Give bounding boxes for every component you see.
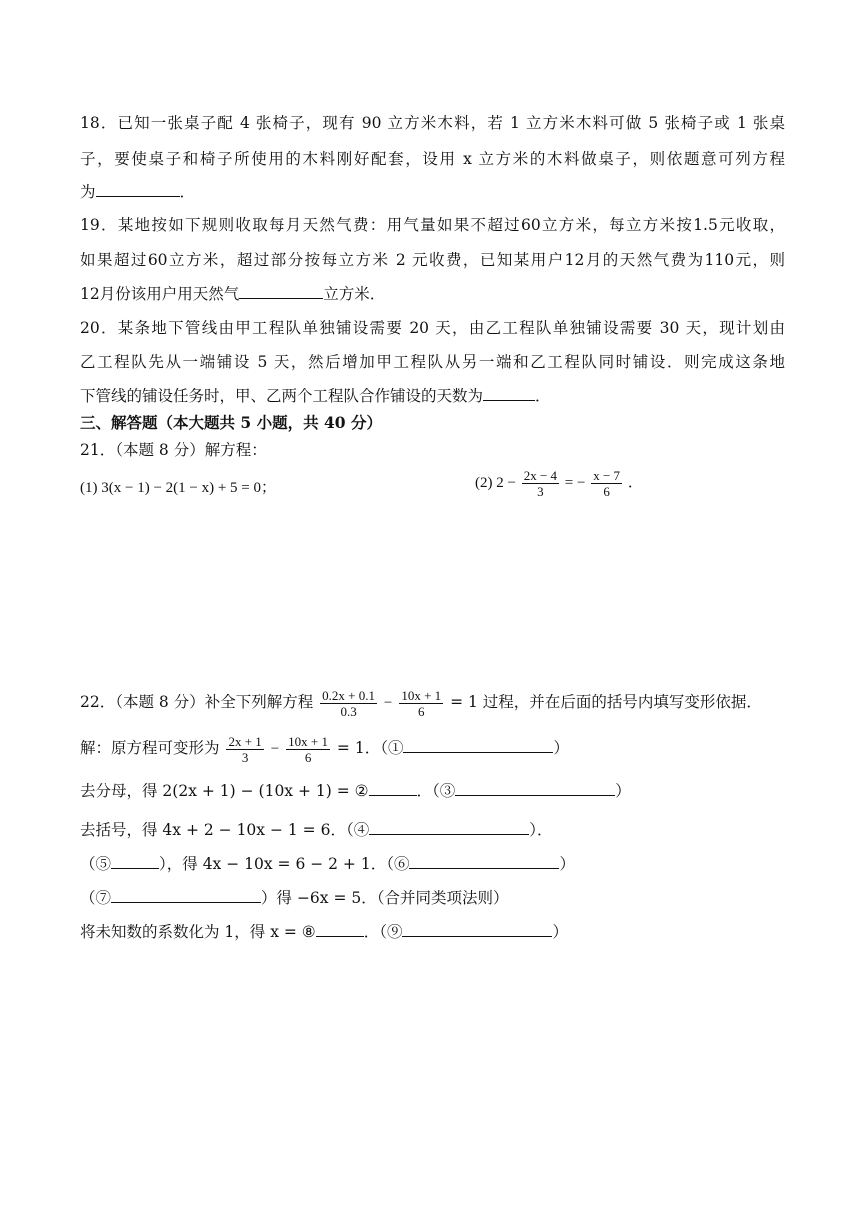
q22-step-2: [80, 781, 785, 801]
q22-blank-7[interactable]: [111, 888, 261, 903]
q22-step1-pre: 解：原方程可变形为: [80, 739, 220, 757]
q22-title-fraction-1: [320, 688, 377, 719]
q21-title: 21．（本题 8 分）解方程：: [80, 441, 267, 459]
q22-step1-frac1-denominator: 3: [241, 749, 249, 765]
q18-line-3-pre: 为: [80, 183, 96, 201]
q22-step1-post: = 1．（①: [336, 739, 404, 757]
q22-step3-pre: 去括号，得 4x + 2 − 10x − 1 = 6．（④: [80, 821, 370, 839]
q22-blank-3[interactable]: [455, 781, 615, 796]
q22-blank-8[interactable]: [316, 922, 364, 937]
q22-step2-mid: ．（③: [416, 782, 456, 800]
q22-step1-frac2-denominator: 6: [304, 749, 312, 765]
q22-step1-minus: −: [270, 741, 280, 757]
q22-title-frac1-denominator: 0.3: [340, 703, 357, 719]
q19-line-3: [80, 284, 785, 304]
q22-step1-frac1-numerator: 2x + 1: [228, 733, 262, 749]
q22-step-4: [80, 854, 785, 874]
q21-eq2-frac2-numerator: x − 7: [593, 468, 621, 484]
q22-step2-close: ）: [615, 782, 631, 800]
q22-step1-close: ）: [553, 739, 569, 757]
q22-blank-1[interactable]: [403, 738, 553, 753]
q22-step3-close: ）．: [529, 821, 553, 839]
q22-blank-9[interactable]: [402, 922, 552, 937]
q21-eq2-pre: (2) 2 −: [475, 475, 516, 491]
q22-step-6: [80, 922, 785, 942]
q22-step6-mid: ．（⑨: [363, 923, 403, 941]
q22-title: [80, 684, 785, 721]
q22-step6-close: ）: [552, 923, 568, 941]
q22-title-post: = 1 过程，并在后面的括号内填写变形依据．: [450, 693, 762, 711]
q22-step4-pre: （⑤: [80, 855, 112, 873]
q22-step2-pre: 去分母，得 2(2x + 1) − (10x + 1) = ②: [80, 782, 369, 800]
q21-equation-1: (1) 3(x − 1) − 2(1 − x) + 5 = 0；: [80, 480, 277, 496]
q22-title-frac2-numerator: 10x + 1: [401, 687, 442, 703]
q22-title-pre: 22．（本题 8 分）补全下列解方程: [80, 693, 314, 711]
q22-step4-close: ）: [559, 855, 575, 873]
q21-equation-2: [475, 466, 775, 500]
q22-step6-pre: 将未知数的系数化为 1，得 x = ⑧: [80, 923, 316, 941]
q22-title-minus: −: [383, 695, 393, 711]
q22-step-1: [80, 730, 785, 767]
q22-blank-4[interactable]: [369, 820, 529, 835]
q19-line-2: 如果超过60立方米，超过部分按每立方米 2 元收费，已知某用户12月的天然气费为110元，则: [80, 251, 785, 269]
q19-line-1: 19．某地按如下规则收取每月天然气费：用气量如果不超过60立方米，每立方米按1.5元收取，: [80, 216, 785, 234]
q22-title-fraction-2: [399, 688, 443, 719]
q18-line-3: [80, 182, 785, 202]
q22-step4-mid: ），得 4x − 10x = 6 − 2 + 1．（⑥: [159, 855, 410, 873]
q22-blank-2[interactable]: [369, 781, 417, 796]
q21-eq2-fraction-1: [522, 468, 559, 499]
q20-line-2: 乙工程队先从一端铺设 5 天，然后增加甲工程队从另一端和乙工程队同时铺设．则完成这条地: [80, 353, 785, 371]
q19-line-3-post: 立方米．: [323, 285, 386, 303]
section-3-heading: 三、解答题（本大题共 5 小题，共 40 分）: [80, 413, 382, 432]
q22-step1-fraction-2: [286, 734, 330, 765]
q22-step-3: [80, 820, 785, 840]
q22-step5-post: ）得 −6x = 5．（合并同类项法则）: [261, 889, 509, 907]
q21-eq2-post: ．: [627, 475, 643, 491]
q21-eq2-frac1-denominator: 3: [537, 484, 544, 500]
q20-line-3: [80, 386, 785, 406]
q19-answer-blank[interactable]: [239, 284, 323, 299]
q22-blank-5[interactable]: [111, 854, 159, 869]
q18-line-1: 18．已知一张桌子配 4 张椅子，现有 90 立方米木料，若 1 立方米木料可做 5 张椅子或 1 张桌: [80, 114, 785, 132]
q21-eq2-mid: = −: [564, 475, 586, 491]
q21-eq2-fraction-2: [591, 468, 622, 499]
q22-step1-frac2-numerator: 10x + 1: [288, 733, 328, 749]
q18-line-3-post: ．: [179, 183, 196, 201]
q19-line-3-pre: 12月份该用户用天然气: [80, 285, 240, 303]
q22-step-5: [80, 888, 785, 908]
q22-title-frac2-denominator: 6: [418, 703, 425, 719]
q20-line-3-pre: 下管线的铺设任务时，甲、乙两个工程队合作铺设的天数为: [80, 387, 484, 405]
q21-eq2-frac1-numerator: 2x − 4: [523, 468, 558, 484]
q22-blank-6[interactable]: [409, 854, 559, 869]
q20-answer-blank[interactable]: [483, 386, 535, 401]
q22-step5-pre: （⑦: [80, 889, 112, 907]
q18-answer-blank[interactable]: [96, 182, 180, 197]
q22-title-frac1-numerator: 0.2x + 0.1: [322, 687, 375, 703]
q21-eq2-frac2-denominator: 6: [603, 484, 610, 500]
q22-step1-fraction-1: [226, 734, 263, 765]
q20-line-3-post: ．: [535, 387, 551, 405]
q20-line-1: 20．某条地下管线由甲工程队单独铺设需要 20 天，由乙工程队单独铺设需要 30 天，现计划由: [80, 319, 785, 337]
q18-line-2: 子，要使桌子和椅子所使用的木料刚好配套，设用 x 立方米的木料做桌子，则依题意可列方程: [80, 150, 785, 168]
